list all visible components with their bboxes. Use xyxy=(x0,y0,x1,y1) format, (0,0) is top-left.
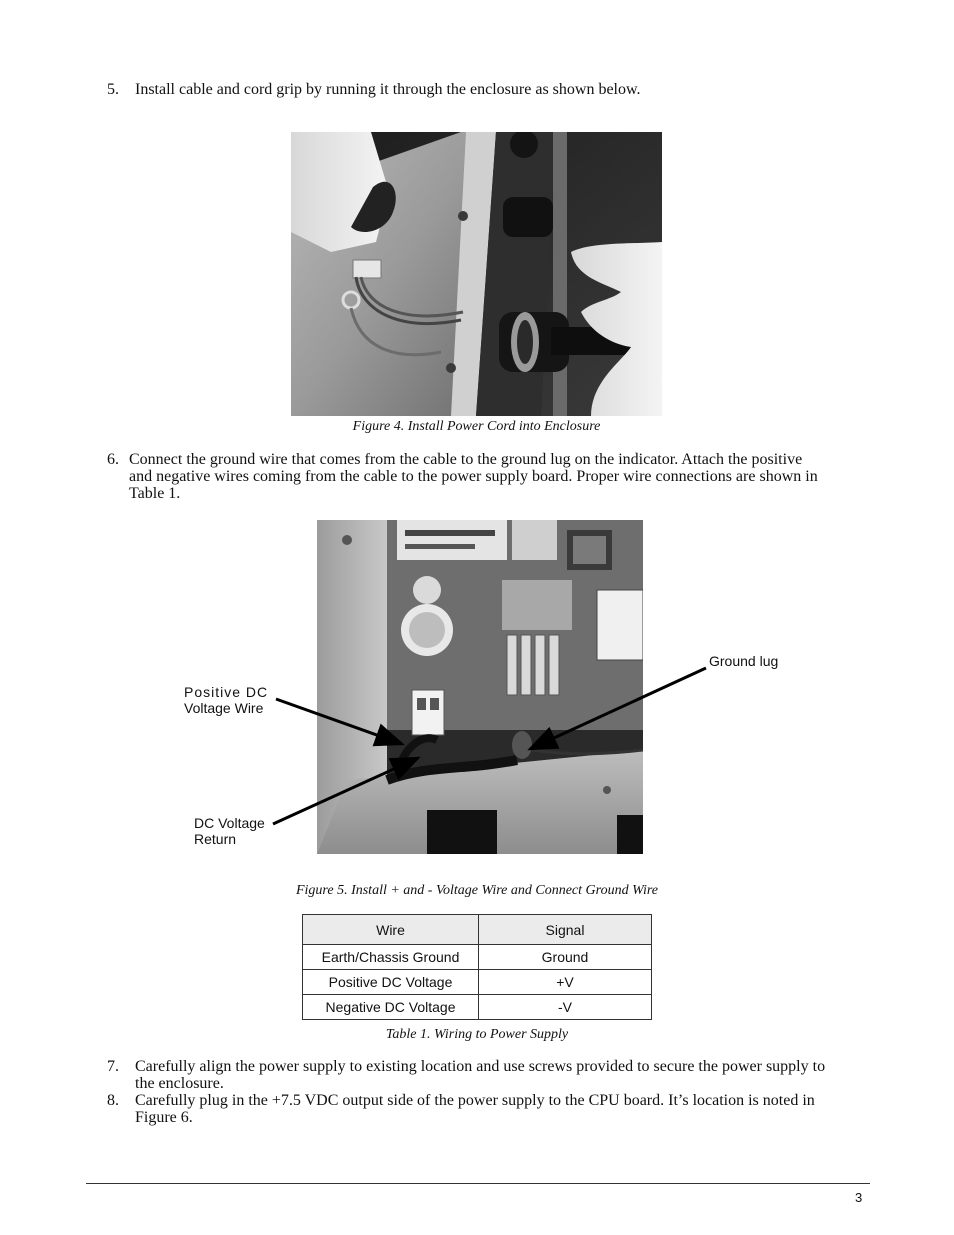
step-number: 6. xyxy=(107,451,119,468)
table-cell: Negative DC Voltage xyxy=(303,995,479,1020)
table-cell: Earth/Chassis Ground xyxy=(303,945,479,970)
callout-dc-return-line1: DC Voltage xyxy=(194,815,265,831)
table-row xyxy=(303,995,652,1020)
callout-positive-dc-line1: Positive DC xyxy=(184,684,269,700)
step-text-line: Carefully plug in the +7.5 VDC output side of the power supply to the CPU board. It’s location is noted in xyxy=(135,1092,815,1109)
step-text-line: Figure 6. xyxy=(135,1109,193,1126)
step-8 xyxy=(107,1092,877,1128)
step-text-line: Carefully align the power supply to existing location and use screws provided to secure the power supply to xyxy=(135,1058,826,1075)
table-cell: -V xyxy=(479,995,652,1020)
table-row xyxy=(303,970,652,995)
arrow-ground-lug xyxy=(530,668,706,749)
column-header-wire: Wire xyxy=(303,915,479,945)
table-cell: +V xyxy=(479,970,652,995)
callout-positive-dc-line2: Voltage Wire xyxy=(184,700,264,716)
callout-dc-return-line2: Return xyxy=(194,831,237,847)
table-row xyxy=(303,945,652,970)
step-text-line: the enclosure. xyxy=(135,1075,224,1092)
arrow-dc-return xyxy=(273,758,418,824)
step-number: 7. xyxy=(107,1058,119,1075)
table-header-row xyxy=(303,915,652,945)
figure-4-caption: Figure 4. Install Power Cord into Enclosure xyxy=(352,419,601,434)
step-7 xyxy=(107,1058,877,1094)
step-text-line: Connect the ground wire that comes from the cable to the ground lug on the indicator. Attach the positive xyxy=(129,451,803,468)
callout-ground-lug: Ground lug xyxy=(709,653,779,669)
table-cell: Positive DC Voltage xyxy=(303,970,479,995)
figure-5-caption: Figure 5. Install + and - Voltage Wire and Connect Ground Wire xyxy=(295,883,658,898)
table-1-caption: Table 1. Wiring to Power Supply xyxy=(385,1027,569,1042)
table-cell: Ground xyxy=(479,945,652,970)
page-number: 3 xyxy=(855,1190,863,1205)
footer-rule xyxy=(86,1183,870,1184)
wiring-table xyxy=(302,914,652,1020)
step-text: Install cable and cord grip by running it through the enclosure as shown below. xyxy=(135,81,641,98)
step-text-line: and negative wires coming from the cable to the power supply board. Proper wire connections are shown in xyxy=(129,468,818,485)
step-number: 5. xyxy=(107,81,119,98)
step-number: 8. xyxy=(107,1092,119,1109)
column-header-signal: Signal xyxy=(479,915,652,945)
step-text-line: Table 1. xyxy=(129,485,181,502)
arrow-positive-dc xyxy=(276,699,402,744)
